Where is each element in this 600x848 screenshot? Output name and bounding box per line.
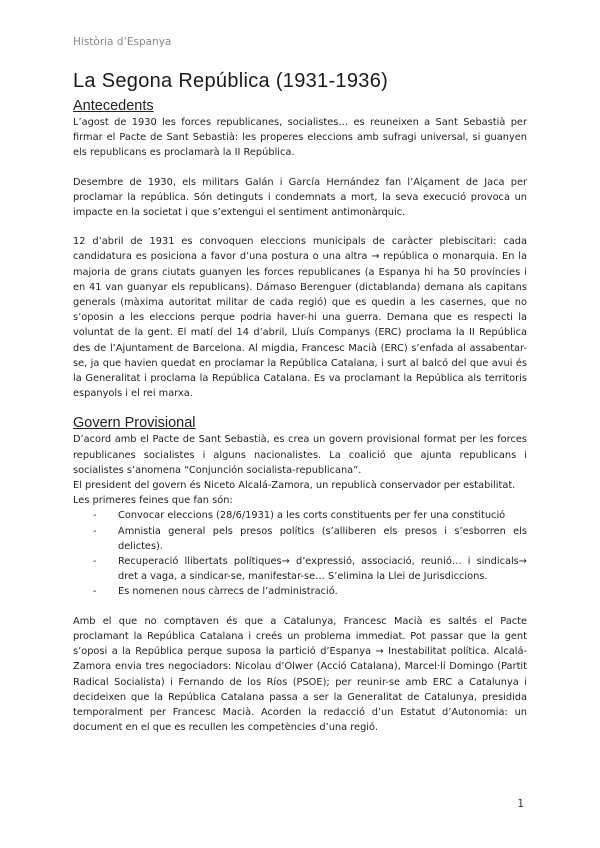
paragraph: Desembre de 1930, els militars Galán i García Hernández fan l’Alçament de Jaca per proclamar la república. Són detinguts i condemnats a mort, la seva execució provoca un impacte en la societat i que s’extengui el sentiment antimonàrquic. bbox=[73, 176, 527, 219]
list-item-text: Es nomenen nous càrrecs de l’administració. bbox=[118, 586, 338, 598]
dash-bullet: - bbox=[93, 510, 97, 522]
paragraph: 12 d’abril de 1931 es convoquen eleccions municipals de caràcter plebiscitari: cada candidatura es posiciona a favor d’una postura o una altra → república o monarquia. En la majoria de grans ciutats guanyen les forces republicanes (a Espanya hi ha 50 províncies i en 41 van guanyar els republicans). Dámaso Berenguer (dictablanda) demana als capitans generals (màxima autoritat militar de cada regió) que es quedin a les casernes, que no s’oposin a les eleccions perque podria haver-hi una guerra. Demana que es respecti la voluntat de la gent. El matí del 14 d’abril, Lluís Companys (ERC) proclama la II República des de l’Ajuntament de Barcelona. Al migdia, Francesc Macià (ERC) s’enfada al assabentar-se, ja que havien quedat en proclamar la República Catalana, i surt al balcó del que avui és la Generalitat i proclama la República Catalana. Es va proclamant la República als territoris espanyols i el rei marxa. bbox=[73, 236, 527, 400]
list-item bbox=[73, 508, 527, 523]
list-item-text: Convocar eleccions (28/6/1931) a les corts constituents per fer una constitució bbox=[118, 510, 506, 522]
paragraph: El president del govern és Niceto Alcalá-Zamora, un republicà conservador per estabilitat. bbox=[73, 480, 516, 492]
section-heading-antecedents: Antecedents bbox=[73, 98, 154, 114]
running-header: Història d’Espanya bbox=[73, 36, 172, 48]
dash-bullet: - bbox=[93, 556, 97, 568]
dash-bullet: - bbox=[93, 586, 97, 598]
list-item-text: Amnistia general pels presos polítics (s’alliberen els presos i s’esborren els delictes). bbox=[118, 525, 527, 552]
list-item bbox=[73, 524, 527, 554]
section-heading-govern-provisional: Govern Provisional bbox=[73, 415, 196, 432]
document-body bbox=[73, 66, 527, 735]
list-item bbox=[73, 554, 527, 584]
page-title: La Segona República (1931-1936) bbox=[73, 70, 389, 92]
paragraph: Amb el que no comptaven és que a Catalunya, Francesc Macià es saltés el Pacte proclamant la República Catalana i creés un problema immediat. Pot passar que la gent s’oposi a la República perque suposa la partició d’Espanya → Inestabilitat política. Alcalá-Zamora envia tres negociadors: Nicolau d’Olwer (Acció Catalana), Marcel·lí Domingo (Partit Radical Socialista) i Fernando de los Ríos (PSOE); per reunir-se amb ERC a Catalunya i decideixen que la República Catalana passa a ser la Generalitat de Catalunya, presidida temporalment per Francesc Macià. Acorden la redacció d’un Estatut d’Autonomia: un document en el que es recullen les competències d’una regió. bbox=[73, 615, 527, 734]
paragraph: D’acord amb el Pacte de Sant Sebastià, es crea un govern provisional format per les forces republicanes socialistes i alguns nacionalistes. La coalició que ajunta republicans i socialistes s’anomena “Conjunción socialista-republicana”. bbox=[73, 434, 527, 476]
list-intro: Les primeres feines que fan són: bbox=[73, 495, 233, 507]
list-item bbox=[73, 584, 527, 599]
task-list bbox=[73, 508, 527, 599]
page-number: 1 bbox=[517, 798, 524, 810]
list-item-text: Recuperació llibertats polítiques→ d’expressió, associació, reunió… i sindicals→ dret a vaga, a sindicar-se, manifestar-se… S’elimina la Llei de Jurisdiccions. bbox=[118, 556, 527, 583]
dash-bullet: - bbox=[93, 525, 97, 537]
paragraph: L’agost de 1930 les forces republicanes, socialistes… es reuneixen a Sant Sebastià per firmar el Pacte de Sant Sebastià: les properes eleccions amb sufragi universal, si guanyen els republicans es proclamarà la II República. bbox=[73, 117, 527, 159]
